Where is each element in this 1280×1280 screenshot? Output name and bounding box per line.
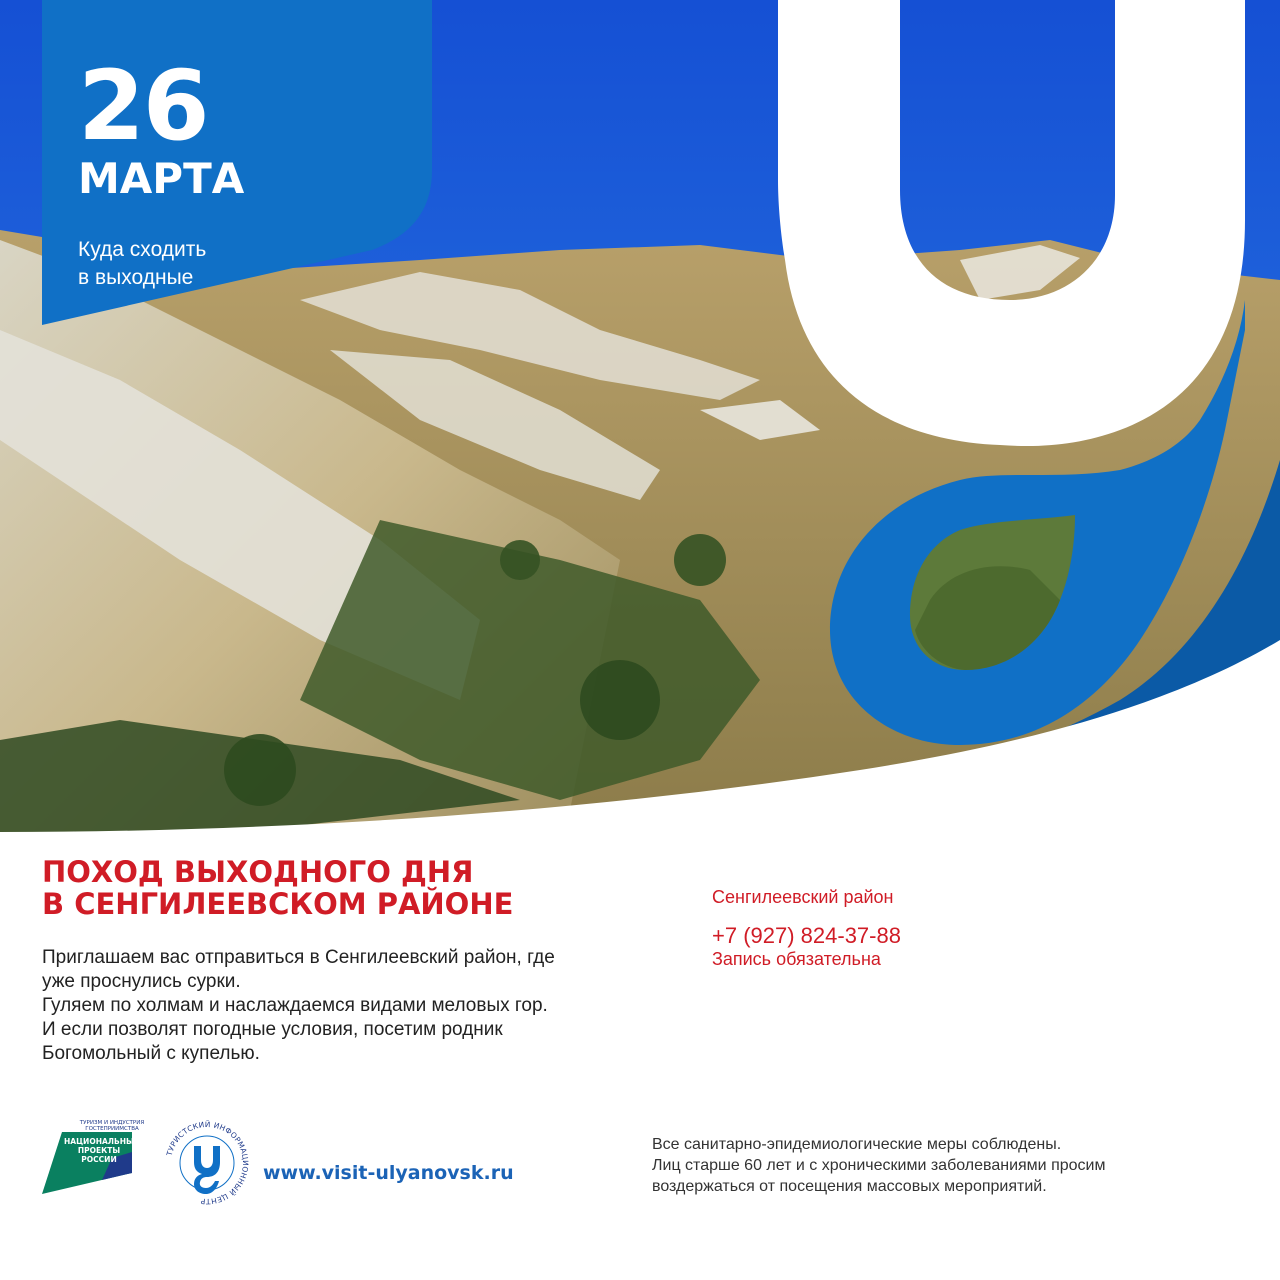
notice-line: воздержаться от посещения массовых мероприятий. — [652, 1178, 1047, 1195]
contact-phone[interactable]: +7 (927) 824-37-88 — [712, 923, 901, 948]
np-logo-title: НАЦИОНАЛЬНЫЕ ПРОЕКТЫ РОССИИ — [64, 1137, 139, 1164]
registration-note: Запись обязательна — [712, 949, 881, 969]
tourist-info-center-logo — [162, 1118, 252, 1208]
description-line: И если позволят погодные условия, посетим родник — [42, 1019, 503, 1040]
notice-line: Все санитарно-эпидемиологические меры соблюдены. — [652, 1136, 1062, 1153]
event-date-number: 26 — [78, 50, 208, 162]
description-line: Приглашаем вас отправиться в Сенгилеевский район, где — [42, 947, 555, 968]
sanitary-notice — [652, 1134, 1252, 1197]
event-title-line-1: ПОХОД ВЫХОДНОГО ДНЯ — [42, 855, 474, 889]
description-line: Гуляем по холмам и наслаждаемся видами меловых гор. — [42, 995, 548, 1016]
website-link[interactable]: www.visit-ulyanovsk.ru — [263, 1162, 514, 1184]
subtitle-line-2: в выходные — [78, 266, 194, 289]
event-date-month: МАРТА — [78, 154, 245, 203]
tic-ring-text: ТУРИСТСКИЙ ИНФОРМАЦИОННЫЙ ЦЕНТР — [164, 1119, 251, 1207]
event-info — [712, 886, 901, 970]
description-line: Богомольный с купелью. — [42, 1043, 260, 1064]
notice-line: Лиц старше 60 лет и с хроническими заболеваниями просим — [652, 1157, 1106, 1174]
description-line: уже проснулись сурки. — [42, 971, 241, 992]
event-description — [42, 946, 662, 1066]
tourist-info-center-icon — [162, 1118, 252, 1208]
np-logo-caption: ТУРИЗМ И ИНДУСТРИЯ ГОСТЕПРИИМСТВА — [79, 1120, 145, 1132]
section-subtitle — [78, 236, 318, 292]
national-projects-logo — [42, 1118, 152, 1198]
event-title-line-2: В СЕНГИЛЕЕВСКОМ РАЙОНЕ — [42, 887, 514, 921]
event-title — [42, 856, 662, 920]
event-district: Сенгилеевский район — [712, 887, 894, 907]
subtitle-line-1: Куда сходить — [78, 238, 207, 261]
